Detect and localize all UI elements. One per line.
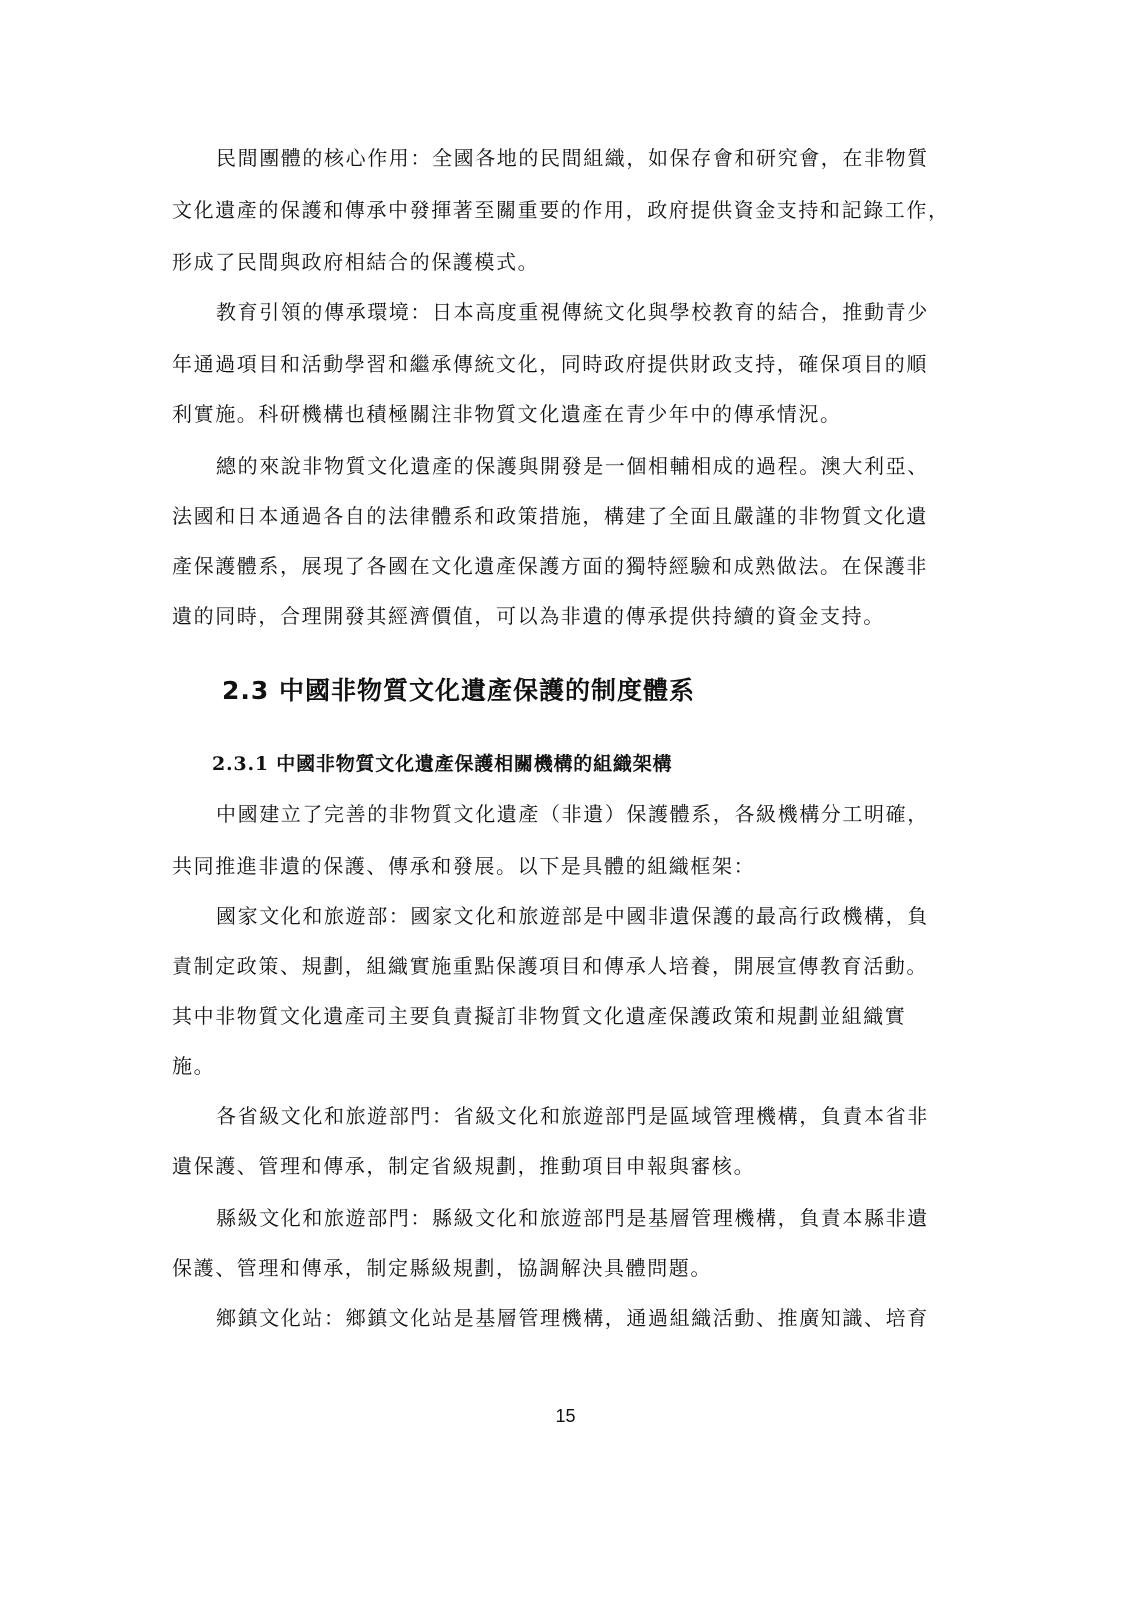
paragraph-4-line-2: 共同推進非遺的保護、傳承和發展。以下是具體的組織框架： (172, 854, 756, 878)
paragraph-5-line-3: 其中非物質文化遺產司主要負責擬訂非物質文化遺產保護政策和規劃並組織實 (172, 1004, 907, 1028)
paragraph-2-line-3: 利實施。科研機構也積極關注非物質文化遺產在青少年中的傳承情況。 (172, 402, 842, 426)
paragraph-5-line-2: 責制定政策、規劃，組織實施重點保護項目和傳承人培養，開展宣傳教育活動。 (172, 954, 928, 978)
paragraph-3-line-1: 總的來說非物質文化遺產的保護與開發是一個相輔相成的過程。澳大利亞、 (216, 454, 929, 478)
section-heading: 2.3 中國非物質文化遺產保護的制度體系 (222, 676, 695, 705)
paragraph-3-line-3: 產保護體系，展現了各國在文化遺產保護方面的獨特經驗和成熟做法。在保護非 (172, 554, 928, 578)
paragraph-2-line-1: 教育引領的傳承環境：日本高度重視傳統文化與學校教育的結合，推動青少 (216, 300, 929, 324)
page-number: 15 (555, 1406, 576, 1426)
paragraph-3-line-2: 法國和日本通過各自的法律體系和政策措施，構建了全面且嚴謹的非物質文化遺 (172, 504, 928, 528)
paragraph-3-line-4: 遺的同時，合理開發其經濟價值，可以為非遺的傳承提供持續的資金支持。 (172, 604, 885, 628)
paragraph-1-line-3: 形成了民間與政府相結合的保護模式。 (172, 250, 540, 274)
paragraph-7-line-2: 保護、管理和傳承，制定縣級規劃，協調解決具體問題。 (172, 1256, 712, 1280)
paragraph-8-line-1: 鄉鎮文化站：鄉鎮文化站是基層管理機構，通過組織活動、推廣知識、培育 (216, 1306, 929, 1330)
paragraph-5-line-1: 國家文化和旅遊部：國家文化和旅遊部是中國非遺保護的最高行政機構，負 (216, 904, 929, 928)
subsection-heading: 2.3.1 中國非物質文化遺產保護相關機構的組織架構 (212, 753, 673, 775)
paragraph-1-line-2: 文化遺產的保護和傳承中發揮著至關重要的作用，政府提供資金支持和記錄工作， (172, 198, 950, 222)
paragraph-6-line-1: 各省級文化和旅遊部門：省級文化和旅遊部門是區域管理機構，負責本省非 (216, 1104, 929, 1128)
paragraph-1-line-1: 民間團體的核心作用：全國各地的民間組織，如保存會和研究會，在非物質 (216, 146, 929, 170)
paragraph-7-line-1: 縣級文化和旅遊部門：縣級文化和旅遊部門是基層管理機構，負責本縣非遺 (216, 1206, 929, 1230)
paragraph-6-line-2: 遺保護、管理和傳承，制定省級規劃，推動項目申報與審核。 (172, 1154, 756, 1178)
paragraph-5-line-4: 施。 (172, 1054, 216, 1078)
paragraph-4-line-1: 中國建立了完善的非物質文化遺產（非遺）保護體系，各級機構分工明確， (216, 802, 929, 826)
paragraph-2-line-2: 年通過項目和活動學習和繼承傳統文化，同時政府提供財政支持，確保項目的順 (172, 352, 928, 376)
